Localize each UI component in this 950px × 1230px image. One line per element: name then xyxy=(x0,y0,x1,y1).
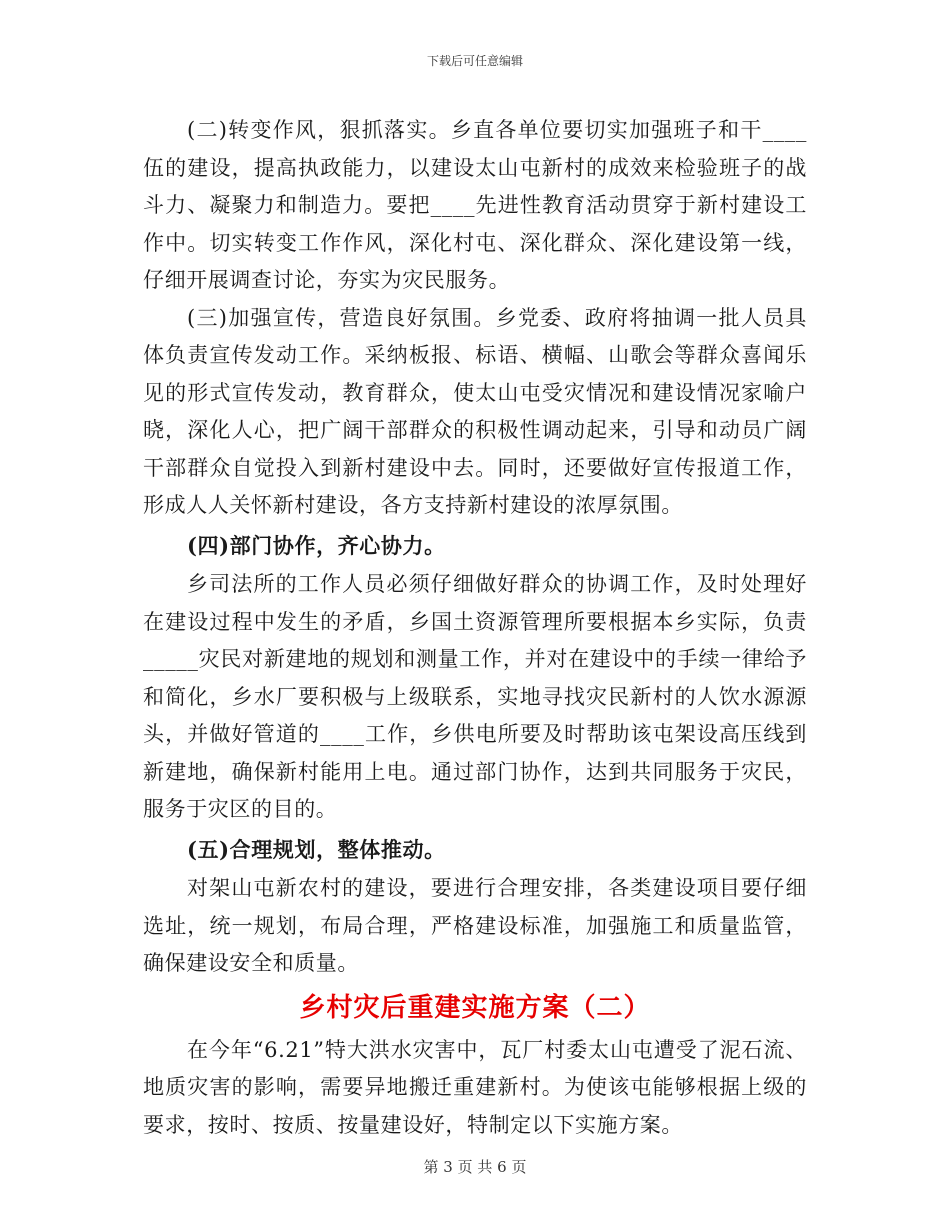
paragraph-department-cooperation: 乡司法所的工作人员必须仔细做好群众的协调工作，及时处理好在建设过程中发生的矛盾，乡国土资源管理所要根据本乡实际，负责_____灾民对新建地的规划和测量工作，并对在建设中的手续一律给予和简化，乡水厂要积极与上级联系，实地寻找灾民新村的人饮水源源头，并做好管道的____工作，乡供电所要及时帮助该屯架设高压线到新建地，确保新村能用上电。通过部门协作，达到共同服务于灾民，服务于灾区的目的。 xyxy=(143,572,807,821)
paragraph-intro: 在今年“6.21”特大洪水灾害中，瓦厂村委太山屯遭受了泥石流、地质灾害的影响，需要异地搬迁重建新村。为使该屯能够根据上级的要求，按时、按质、按量建设好，特制定以下实施方案。 xyxy=(143,1037,807,1137)
page-header: 下载后可任意编辑 xyxy=(426,54,523,68)
paragraph-reasonable-planning: 对架山屯新农村的建设，要进行合理安排，各类建设项目要仔细选址，统一规划，布局合理，严格建设标准，加强施工和质量监管，确保建设安全和质量。 xyxy=(143,876,807,975)
heading-reasonable-planning: (五)合理规划，整体推动。 xyxy=(187,836,446,862)
paragraph-publicity: (三)加强宣传，营造良好氛围。乡党委、政府将抽调一批人员具体负责宣传发动工作。采纳板报、标语、横幅、山歌会等群众喜闻乐见的形式宣传发动，教育群众，使太山屯受灾情况和建设情况家喻户晓，深化人心，把广阔干部群众的积极性调动起来，引导和动员广阔干部群众自觉投入到新村建设中去。同时，还要做好宣传报道工作，形成人人关怀新村建设，各方支持新村建设的浓厚氛围。 xyxy=(143,305,807,517)
heading-department-cooperation: (四)部门协作，齐心协力。 xyxy=(187,532,446,558)
document-body xyxy=(143,112,807,1144)
page-footer: 第 3 页 共 6 页 xyxy=(423,1158,527,1176)
paragraph-style-change: (二)转变作风，狠抓落实。乡直各单位要切实加强班子和干____伍的建设，提高执政能力，以建设太山屯新村的成效来检验班子的战斗力、凝聚力和制造力。要把____先进性教育活动贯穿于新村建设工作中。切实转变工作作风，深化村屯、深化群众、深化建设第一线，仔细开展调查讨论，夯实为灾民服务。 xyxy=(143,118,807,292)
section-title: 乡村灾后重建实施方案（二） xyxy=(299,992,651,1023)
